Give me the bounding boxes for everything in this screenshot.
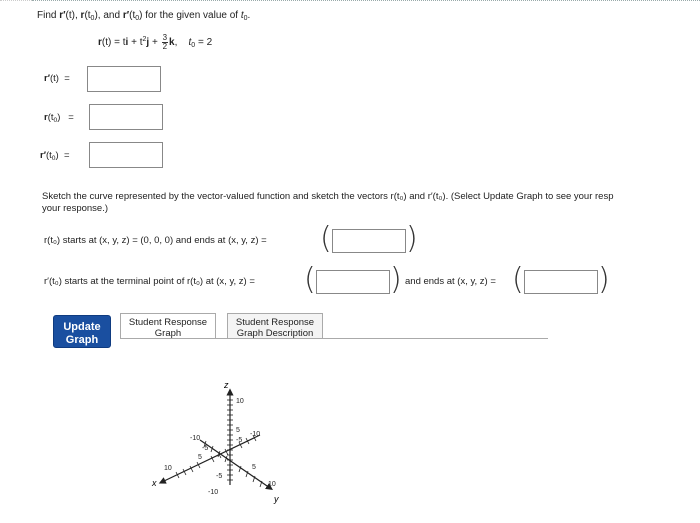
x-tick-label: -10 [250, 431, 261, 438]
graph-3d-axes [150, 370, 310, 520]
rprime-t0-answer-box[interactable] [89, 142, 163, 168]
rprime-t-text: r′ [59, 10, 66, 21]
y-tick-label: 10 [268, 481, 276, 488]
sketch-instructions-line2: your response.) [42, 203, 109, 214]
given-equation: r(t) = ti + $t^2j$ + $\frac{3}{2}$ k, $t_0 = 2$ [98, 33, 213, 51]
x-tick-label: -5 [236, 437, 243, 444]
x-tick-label: 10 [164, 465, 172, 472]
r-t0-end-point-box[interactable] [332, 229, 406, 253]
fraction: $\frac{3}{2}$ [162, 33, 168, 51]
tab-student-response-graph-description[interactable]: Student Response Graph Description [227, 313, 323, 338]
z-tick-label: -10 [208, 489, 219, 496]
rprime-t-answer-box[interactable] [87, 66, 161, 92]
close-paren: ) [390, 262, 402, 297]
tab-student-response-graph[interactable]: Student Response Graph [120, 313, 216, 338]
y-tick-label: 5 [252, 464, 256, 471]
y-tick-label: -10 [190, 435, 201, 442]
z-tick-label: 10 [236, 398, 244, 405]
y-axis-label: y [274, 494, 279, 504]
question-prompt: Find r′(t), $r(t_0)$, and $r'(t_0)$ for the given value of $t_0$. [37, 10, 251, 22]
z-tick-label: 5 [236, 427, 240, 434]
r-t0-endpoint-text: r(t₀) starts at (x, y, z) = (0, 0, 0) and ends at (x, y, z) = [44, 235, 267, 246]
rprime-t0-end-text: and ends at (x, y, z) = [405, 276, 496, 287]
y-tick-label: -5 [202, 445, 209, 452]
z-tick-label: -5 [216, 473, 223, 480]
x-tick-label: 5 [198, 454, 202, 461]
rprime-t0-start-text: r′(t₀) starts at the terminal point of r(t₀) at (x, y, z) = [44, 276, 255, 287]
panel-divider [120, 338, 548, 339]
update-graph-button[interactable]: Update Graph [53, 315, 111, 348]
open-paren: ( [304, 262, 316, 297]
sketch-instructions-line1: Sketch the curve represented by the vector-valued function and sketch the vectors r(t₀) and r′(t₀). (Select Update Graph to see your resp [42, 191, 614, 202]
rprime-t0-end-point-box[interactable] [524, 270, 598, 294]
rprime-t0-start-point-box[interactable] [316, 270, 390, 294]
close-paren: ) [598, 262, 610, 297]
rprime-t0-label: $r'(t_0)$ = [40, 150, 70, 162]
r-t0-label: $r(t_0)$ = [44, 112, 74, 124]
open-paren: ( [512, 262, 524, 297]
r-t0-answer-box[interactable] [89, 104, 163, 130]
open-paren: ( [320, 221, 332, 256]
close-paren: ) [406, 221, 418, 256]
x-axis [162, 435, 260, 482]
x-axis-label: x [152, 478, 157, 488]
rprime-t-label: r′(t) = [44, 73, 70, 84]
z-axis-label: z [224, 380, 229, 390]
